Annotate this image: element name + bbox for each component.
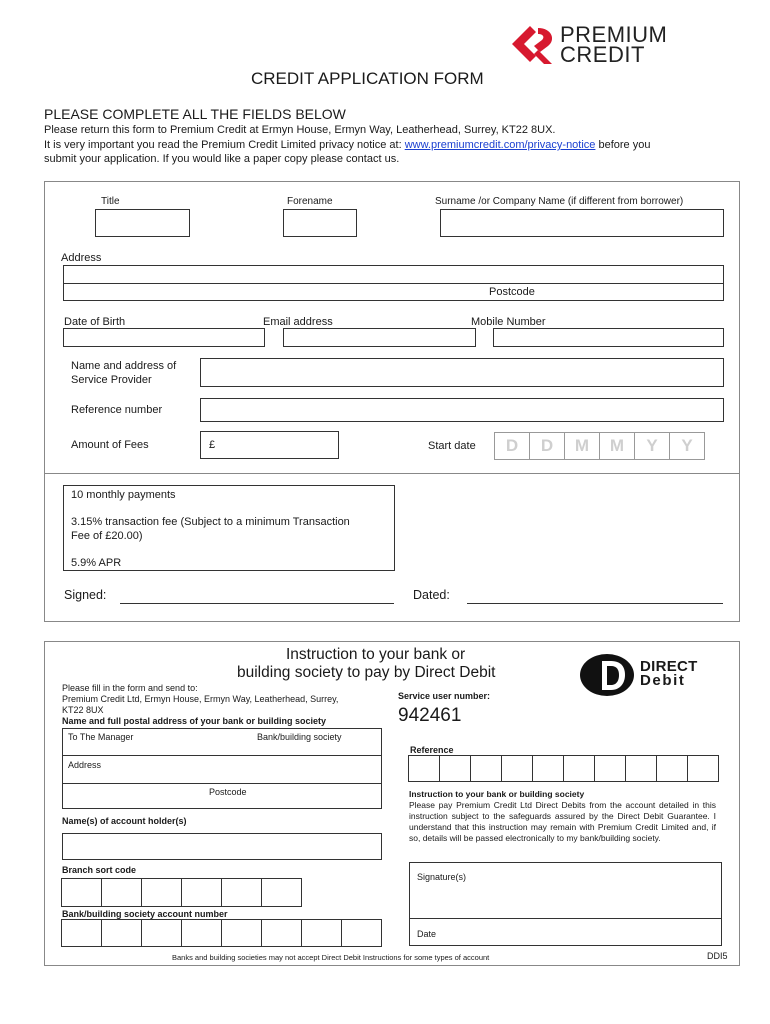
start-date-month-1[interactable]: M — [564, 432, 600, 460]
title-input[interactable] — [95, 209, 190, 237]
manager-label: To The Manager — [68, 732, 134, 742]
postcode-label: Postcode — [489, 286, 535, 298]
bank-label: Bank/building society — [257, 732, 342, 742]
dd-reference-cell[interactable] — [563, 755, 595, 782]
terms-fee-line-1: 3.15% transaction fee (Subject to a minimum Transaction — [71, 516, 350, 528]
dd-reference-cell[interactable] — [625, 755, 657, 782]
account-number-cell[interactable] — [301, 919, 342, 947]
privacy-notice-link[interactable]: www.premiumcredit.com/privacy-notice — [404, 139, 596, 151]
signed-label: Signed: — [64, 588, 107, 602]
address-divider — [63, 283, 724, 284]
start-date-label: Start date — [428, 440, 476, 452]
dd-heading-line-2: building society to pay by Direct Debit — [237, 664, 496, 681]
dd-send-line-3: KT22 8UX — [62, 705, 104, 715]
dd-reference-cell[interactable] — [439, 755, 471, 782]
dd-send-line-2: Premium Credit Ltd, Ermyn House, Ermyn Way, Leatherhead, Surrey, — [62, 694, 339, 704]
dd-reference-cell[interactable] — [408, 755, 440, 782]
reference-number-label: Reference number — [71, 404, 163, 416]
premium-credit-logo-mark-icon — [508, 22, 558, 68]
sort-code-cell[interactable] — [261, 878, 302, 907]
account-number-label: Bank/building society account number — [62, 909, 228, 919]
page-subtitle: PLEASE COMPLETE ALL THE FIELDS BELOW — [44, 106, 346, 122]
start-date-year-2[interactable]: Y — [669, 432, 705, 460]
sort-code-cell[interactable] — [61, 878, 102, 907]
provider-label-line-2: Service Provider — [71, 374, 152, 386]
sort-code-cell[interactable] — [141, 878, 182, 907]
start-date-day-2[interactable]: D — [529, 432, 565, 460]
dd-reference-grid[interactable] — [409, 755, 719, 782]
surname-label: Surname /or Company Name (if different from borrower) — [435, 196, 684, 207]
bank-name-divider — [62, 755, 382, 756]
dd-reference-cell[interactable] — [594, 755, 626, 782]
dd-logo-line-1: DIRECT — [640, 658, 698, 675]
mobile-label: Mobile Number — [471, 316, 546, 328]
dated-label: Dated: — [413, 588, 450, 602]
mobile-input[interactable] — [493, 328, 724, 347]
start-date-grid[interactable] — [495, 432, 705, 460]
dd-date-label: Date — [417, 929, 437, 939]
fees-label: Amount of Fees — [71, 439, 149, 451]
start-date-month-2[interactable]: M — [599, 432, 635, 460]
provider-label-line-1: Name and address of — [71, 360, 177, 372]
email-input[interactable] — [283, 328, 476, 347]
direct-debit-logo-icon — [578, 652, 638, 698]
instruction-title: Instruction to your bank or building society — [409, 789, 585, 799]
intro-line-1: Please return this form to Premium Credit at Ermyn House, Ermyn Way, Leatherhead, Surrey, KT22 8UX. — [44, 124, 556, 136]
reference-number-input[interactable] — [200, 398, 724, 422]
terms-fee-line-2: Fee of £20.00) — [71, 530, 143, 542]
dob-label: Date of Birth — [64, 316, 126, 328]
account-number-grid[interactable] — [62, 919, 382, 947]
start-date-year-1[interactable]: Y — [634, 432, 670, 460]
dd-reference-cell[interactable] — [532, 755, 564, 782]
account-number-cell[interactable] — [181, 919, 222, 947]
account-number-cell[interactable] — [101, 919, 142, 947]
dd-footer-note: Banks and building societies may not accept Direct Debit Instructions for some types of account — [172, 953, 490, 962]
provider-input[interactable] — [200, 358, 724, 387]
sort-code-cell[interactable] — [101, 878, 142, 907]
forename-label: Forename — [287, 196, 333, 207]
dd-send-line-1: Please fill in the form and send to: — [62, 683, 198, 693]
sort-code-cell[interactable] — [221, 878, 262, 907]
dd-form-code: DDI5 — [707, 951, 728, 961]
logo-line-1: PREMIUM — [560, 22, 668, 47]
dd-reference-label: Reference — [410, 745, 454, 755]
panel-divider — [44, 473, 740, 474]
account-holder-input[interactable] — [62, 833, 382, 860]
dd-postcode-label: Postcode — [209, 787, 247, 797]
dd-reference-cell[interactable] — [470, 755, 502, 782]
dob-input[interactable] — [63, 328, 265, 347]
sort-code-grid[interactable] — [62, 878, 302, 907]
direct-debit-logo — [578, 652, 718, 698]
sort-code-label: Branch sort code — [62, 865, 137, 875]
bank-address-label: Name and full postal address of your bank or building society — [62, 716, 327, 726]
page-title: CREDIT APPLICATION FORM — [251, 69, 484, 88]
intro-line-2 — [44, 139, 650, 151]
account-number-cell[interactable] — [221, 919, 262, 947]
dated-line[interactable] — [467, 589, 723, 604]
service-user-label: Service user number: — [398, 691, 491, 701]
account-number-cell[interactable] — [261, 919, 302, 947]
service-user-number: 942461 — [398, 705, 462, 726]
intro-line-2-end: before you — [595, 139, 651, 151]
dd-logo-line-2: Debit — [640, 672, 686, 689]
dd-reference-cell[interactable] — [687, 755, 719, 782]
forename-input[interactable] — [283, 209, 357, 237]
fees-input[interactable] — [200, 431, 339, 459]
sort-code-cell[interactable] — [181, 878, 222, 907]
surname-input[interactable] — [440, 209, 724, 237]
currency-symbol: £ — [209, 439, 216, 451]
terms-payments: 10 monthly payments — [71, 489, 176, 501]
title-label: Title — [101, 196, 120, 207]
account-holder-label: Name(s) of account holder(s) — [62, 816, 187, 826]
dd-reference-cell[interactable] — [656, 755, 688, 782]
email-label: Email address — [263, 316, 333, 328]
signed-line[interactable] — [120, 589, 394, 604]
account-number-cell[interactable] — [61, 919, 102, 947]
signature-divider — [409, 918, 722, 919]
account-number-cell[interactable] — [341, 919, 382, 947]
logo-line-2: CREDIT — [560, 42, 645, 67]
start-date-day-1[interactable]: D — [494, 432, 530, 460]
dd-heading-line-1: Instruction to your bank or — [286, 646, 466, 663]
intro-line-2-start: It is very important you read the Premium Credit Limited privacy notice at: — [44, 139, 405, 151]
signature-label: Signature(s) — [417, 872, 467, 882]
account-number-cell[interactable] — [141, 919, 182, 947]
instruction-text: Please pay Premium Credit Ltd Direct Debits from the account detailed in this instruction subject to the safeguards assured by the Direct Debit Guarantee. I understand that this instruction may remain with Premium Credit Limited and, if so, details will be passed electronically to my bank/building society. — [409, 800, 716, 843]
dd-address-label: Address — [68, 760, 102, 770]
address-label: Address — [61, 252, 102, 264]
terms-apr: 5.9% APR — [71, 557, 122, 569]
premium-credit-logo — [508, 22, 698, 68]
intro-line-3: submit your application. If you would like a paper copy please contact us. — [44, 153, 400, 165]
dd-reference-cell[interactable] — [501, 755, 533, 782]
